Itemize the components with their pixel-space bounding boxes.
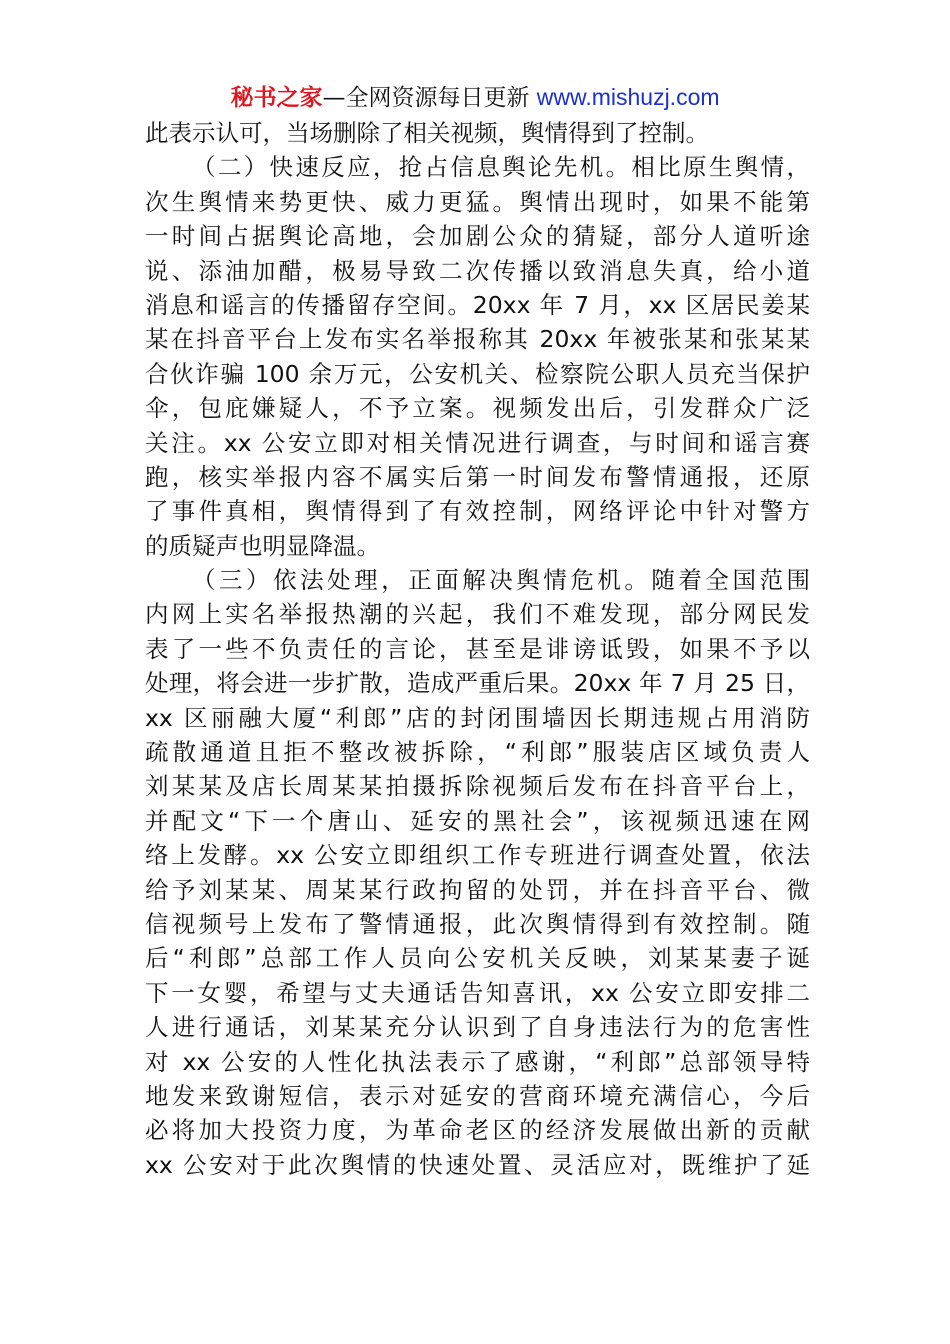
body-line: 说、添油加醋，极易导致二次传播以致消息失真，给小道 [145, 256, 810, 285]
paragraph-heading-3: （三）依法处理，正面解决舆情危机。随着全国范围 [192, 566, 810, 595]
body-line: 关注。xx 公安立即对相关情况进行调查，与时间和谣言赛 [145, 428, 810, 457]
body-line: 跑，核实举报内容不属实后第一时间发布警情通报，还原 [145, 462, 810, 491]
body-line: 络上发酵。xx 公安立即组织工作专班进行调查处置，依法 [145, 841, 810, 870]
body-line: 必将加大投资力度，为革命老区的经济发展做出新的贡献 [145, 1116, 810, 1145]
body-line: 的质疑声也明显降温。 [145, 531, 380, 560]
document-body [145, 116, 810, 1182]
body-line: 了事件真相，舆情得到了有效控制，网络评论中针对警方 [145, 497, 810, 526]
body-line: 此表示认可，当场删除了相关视频，舆情得到了控制。 [145, 119, 709, 147]
body-line: 伞，包庇嫌疑人，不予立案。视频发出后，引发群众广泛 [145, 394, 810, 423]
body-line: 内网上实名举报热潮的兴起，我们不难发现，部分网民发 [145, 600, 810, 629]
header-tagline: —全网资源每日更新 [322, 85, 530, 111]
body-line: 某在抖音平台上发布实名举报称其 20xx 年被张某和张某某 [145, 325, 810, 354]
body-line: 消息和谣言的传播留存空间。20xx 年 7 月，xx 区居民姜某 [145, 290, 810, 319]
body-line: 人进行通话，刘某某充分认识到了自身违法行为的危害性 [145, 1013, 810, 1042]
paragraph-heading-2: （二）快速反应，抢占信息舆论先机。相比原生舆情， [192, 153, 810, 182]
body-line: 后“利郎”总部工作人员向公安机关反映，刘某某妻子诞 [145, 944, 810, 973]
body-line: 下一女婴，希望与丈夫通话告知喜讯，xx 公安立即安排二 [145, 978, 810, 1007]
body-line: 刘某某及店长周某某拍摄拆除视频后发布在抖音平台上， [145, 772, 810, 801]
body-line: 并配文“下一个唐山、延安的黑社会”，该视频迅速在网 [145, 806, 810, 835]
body-line: xx 公安对于此次舆情的快速处置、灵活应对，既维护了延 [145, 1150, 810, 1179]
body-line: 表了一些不负责任的言论，甚至是诽谤诋毁，如果不予以 [145, 634, 810, 663]
brand-name: 秘书之家 [230, 85, 323, 111]
body-line: 次生舆情来势更快、威力更猛。舆情出现时，如果不能第 [145, 187, 810, 216]
body-line: 信视频号上发布了警情通报，此次舆情得到有效控制。随 [145, 909, 810, 938]
page-header [0, 80, 950, 115]
body-line: 地发来致谢短信，表示对延安的营商环境充满信心，今后 [145, 1081, 810, 1110]
body-line: 处理，将会进一步扩散，造成严重后果。20xx 年 7 月 25 日， [145, 669, 810, 698]
body-line: 疏散通道且拒不整改被拆除，“利郎”服装店区域负责人 [145, 738, 810, 767]
site-url[interactable]: www.mishuzj.com [536, 84, 720, 110]
body-line: 给予刘某某、周某某行政拘留的处罚，并在抖音平台、微 [145, 875, 810, 904]
body-line: 合伙诈骗 100 余万元，公安机关、检察院公职人员充当保护 [145, 359, 810, 388]
body-line: 一时间占据舆论高地，会加剧公众的猜疑，部分人道听途 [145, 222, 810, 251]
body-line: 对 xx 公安的人性化执法表示了感谢，“利郎”总部领导特 [145, 1047, 810, 1076]
body-line: xx 区丽融大厦“利郎”店的封闭围墙因长期违规占用消防 [145, 703, 810, 732]
